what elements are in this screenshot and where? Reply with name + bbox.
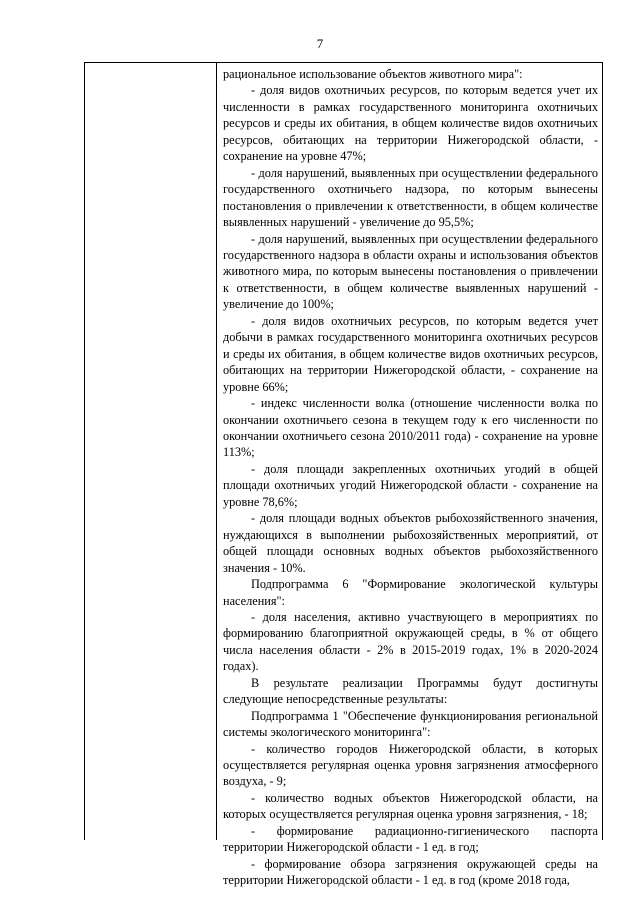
page-number: 7 [316,36,324,51]
paragraph: В результате реализации Программы будут достигнуты следующие непосредственные результаты: [223,675,598,707]
table-left-cell [85,63,217,840]
paragraph: - доля населения, активно участвующего в мероприятиях по формированию благоприятной окружающей среды, в % от общего числа населения области - 2% в 2015-2019 годах, 1% в 2020-2024 годах). [223,609,598,674]
paragraph: - доля видов охотничьих ресурсов, по которым ведется учет добычи в рамках государственного мониторинга охотничьих ресурсов и среды их обитания, в общем количестве видов охотничьих ресурсов, обитающих на территории Нижегородской области, - сохранение на уровне 66%; [223,313,598,394]
paragraph: - доля площади закрепленных охотничьих угодий в общей площади охотничьих угодий Нижегородской области - сохранение на уровне 78,6%; [223,461,598,509]
paragraph: - доля видов охотничьих ресурсов, по которым ведется учет их численности в рамках государственного мониторинга охотничьих ресурсов и среды их обитания, в общем количестве видов охотничьих ресурсов, обитающих на территории Нижегородской области, - сохранение на уровне 47%; [223,83,598,164]
document-table [84,62,603,888]
paragraph: - индекс численности волка (отношение численности волка по окончании охотничьего сезона в текущем году к его численности по окончании охотничьего сезона 2010/2011 года) - сохранение на уровне 113%; [223,396,598,460]
paragraph: - количество городов Нижегородской области, в которых осуществляется регулярная оценка уровня загрязнения атмосферного воздуха, - 9; [223,741,598,789]
paragraph: - доля нарушений, выявленных при осуществлении федерального государственного надзора в области охраны и использования объектов животного мира, по которым вынесены постановления о привлечении к ответственности, в общем количестве выявленных нарушений - увеличение до 100%; [223,231,598,312]
paragraph: рациональное использование объектов животного мира": [223,67,523,81]
paragraph: - количество водных объектов Нижегородской области, на которых осуществляется регулярная оценка уровня загрязнения, - 18; [223,790,598,822]
paragraph: - доля площади водных объектов рыбохозяйственного значения, нуждающихся в выполнении рыбохозяйственных мероприятий, от общей площади основных водных объектов рыбохозяйственного значения - 10%. [223,511,598,575]
paragraph: - формирование обзора загрязнения окружающей среды на территории Нижегородской области - 1 ед. в год (кроме 2018 года, [223,856,598,888]
table-right-cell [217,63,602,888]
paragraph: Подпрограмма 6 "Формирование экологической культуры населения": [223,577,598,608]
paragraph: Подпрограмма 1 "Обеспечение функционирования региональной системы экологического мониторинга": [223,708,598,740]
paragraph: - формирование радиационно-гигиенического паспорта территории Нижегородской области - 1 ед. в год; [223,823,598,855]
paragraph: - доля нарушений, выявленных при осуществлении федерального государственного охотничьего надзора, по которым вынесены постановления о привлечении к ответственности, в общем количестве выявленных нарушений - увеличение до 95,5%; [223,165,598,230]
